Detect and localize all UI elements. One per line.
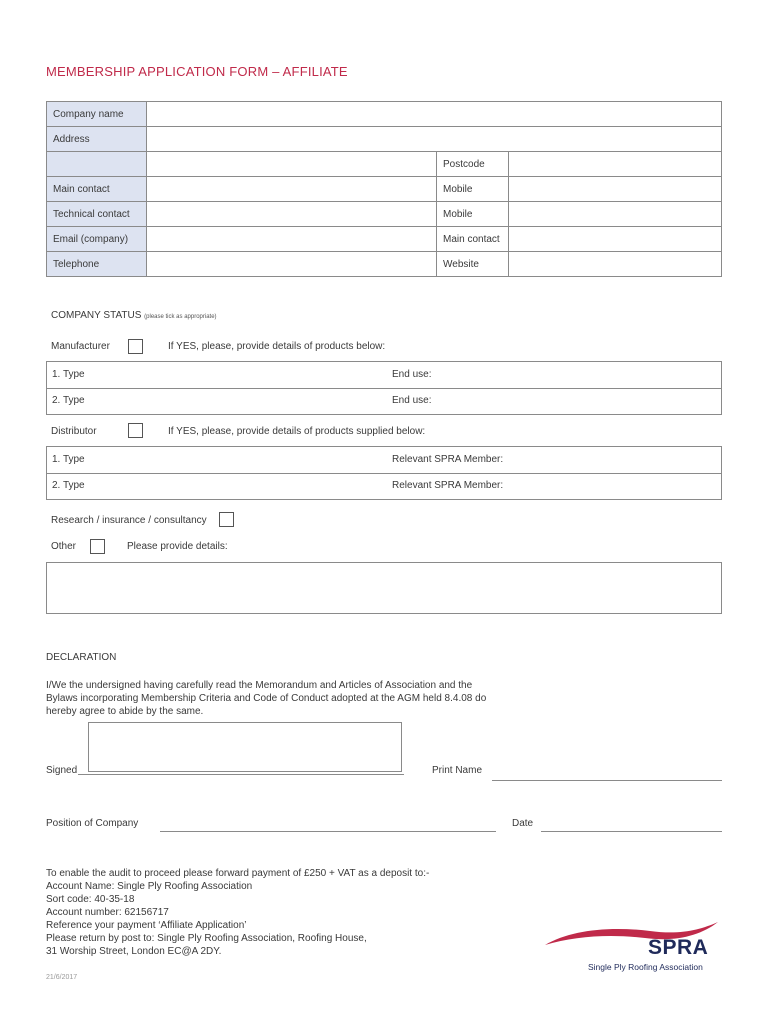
mobile-label: Mobile xyxy=(437,177,509,202)
signed-label: Signed xyxy=(46,765,78,776)
table-row xyxy=(47,152,722,177)
payment-line: Reference your payment ‘Affiliate Application’ xyxy=(46,920,247,931)
declaration-line: I/We the undersigned having carefully read the Memorandum and Articles of Association and the xyxy=(46,680,473,691)
manufacturer-products-box xyxy=(46,361,722,415)
other-checkbox[interactable] xyxy=(90,539,105,554)
company-status-title: COMPANY STATUS xyxy=(51,310,142,321)
end-use-label-1: End use: xyxy=(392,369,432,380)
payment-info xyxy=(46,867,429,958)
payment-line: To enable the audit to proceed please forward payment of £250 + VAT as a deposit to:- xyxy=(46,868,430,879)
declaration-line: Bylaws incorporating Membership Criteria and Code of Conduct adopted at the AGM held 8.4.08 do xyxy=(46,693,487,704)
email-label: Email (company) xyxy=(47,227,147,252)
table-row xyxy=(47,177,722,202)
payment-line: Please return by post to: Single Ply Roofing Association, Roofing House, xyxy=(46,933,367,944)
logo-wordmark: SPRA xyxy=(648,936,709,959)
contact-details-table xyxy=(46,101,722,277)
relevant-member-label-1: Relevant SPRA Member: xyxy=(392,454,504,465)
payment-line: 31 Worship Street, London EC@A 2DY. xyxy=(46,946,222,957)
technical-contact-field[interactable] xyxy=(147,202,437,227)
address-label-blank xyxy=(47,152,147,177)
research-checkbox[interactable] xyxy=(219,512,234,527)
table-row xyxy=(47,202,722,227)
manufacturer-label: Manufacturer xyxy=(51,341,110,352)
logo-tagline: Single Ply Roofing Association xyxy=(588,962,703,972)
other-prompt: Please provide details: xyxy=(127,541,228,552)
footer-date: 21/6/2017 xyxy=(46,974,78,981)
mobile-field[interactable] xyxy=(509,177,722,202)
website-label: Website xyxy=(437,252,509,277)
type2-label: 2. Type xyxy=(52,395,85,406)
manufacturer-checkbox[interactable] xyxy=(128,339,143,354)
date-line[interactable] xyxy=(541,831,722,832)
declaration-heading: DECLARATION xyxy=(46,652,117,663)
telephone-field[interactable] xyxy=(147,252,437,277)
distributor-checkbox[interactable] xyxy=(128,423,143,438)
payment-line: Account Name: Single Ply Roofing Association xyxy=(46,881,253,892)
company-status-heading xyxy=(51,310,217,321)
main-contact-field[interactable] xyxy=(147,177,437,202)
telephone-label: Telephone xyxy=(47,252,147,277)
spra-logo xyxy=(540,918,720,978)
declaration-line: hereby agree to abide by the same. xyxy=(46,706,204,717)
postcode-label: Postcode xyxy=(437,152,509,177)
address-label: Address xyxy=(47,127,147,152)
technical-contact-label: Technical contact xyxy=(47,202,147,227)
address-field-line2[interactable] xyxy=(147,152,437,177)
distributor-products-box xyxy=(46,446,722,500)
company-status-note: (please tick as appropriate) xyxy=(144,314,217,320)
research-label: Research / insurance / consultancy xyxy=(51,515,207,526)
table-row xyxy=(47,252,722,277)
distributor-type2-label: 2. Type xyxy=(52,480,85,491)
company-name-field[interactable] xyxy=(147,102,722,127)
mobile-field-2[interactable] xyxy=(509,202,722,227)
company-name-label: Company name xyxy=(47,102,147,127)
position-label: Position of Company xyxy=(46,818,139,829)
other-label: Other xyxy=(51,541,77,552)
table-row xyxy=(47,127,722,152)
print-name-line[interactable] xyxy=(492,780,722,781)
table-row xyxy=(47,227,722,252)
relevant-member-label-2: Relevant SPRA Member: xyxy=(392,480,504,491)
distributor-prompt: If YES, please, provide details of products supplied below: xyxy=(168,426,426,437)
print-name-label: Print Name xyxy=(432,765,483,776)
declaration-text xyxy=(46,679,486,718)
position-line[interactable] xyxy=(160,831,496,832)
distributor-label: Distributor xyxy=(51,426,97,437)
form-title: MEMBERSHIP APPLICATION FORM – AFFILIATE xyxy=(46,64,348,79)
main-contact-label: Main contact xyxy=(47,177,147,202)
email-field[interactable] xyxy=(147,227,437,252)
mobile-label-2: Mobile xyxy=(437,202,509,227)
other-details-field[interactable] xyxy=(46,562,722,614)
payment-line: Account number: 62156717 xyxy=(46,907,169,918)
signature-box[interactable] xyxy=(88,722,402,772)
payment-line: Sort code: 40-35-18 xyxy=(46,894,135,905)
table-row xyxy=(47,102,722,127)
row-divider xyxy=(47,388,721,389)
website-field[interactable] xyxy=(509,252,722,277)
type1-label: 1. Type xyxy=(52,369,85,380)
address-field-line1[interactable] xyxy=(147,127,722,152)
signature-line xyxy=(78,774,404,775)
row-divider xyxy=(47,473,721,474)
distributor-type1-label: 1. Type xyxy=(52,454,85,465)
manufacturer-prompt: If YES, please, provide details of products below: xyxy=(168,341,386,352)
end-use-label-2: End use: xyxy=(392,395,432,406)
main-contact-label-2: Main contact xyxy=(437,227,509,252)
postcode-field[interactable] xyxy=(509,152,722,177)
main-contact-field-2[interactable] xyxy=(509,227,722,252)
date-label: Date xyxy=(512,818,534,829)
